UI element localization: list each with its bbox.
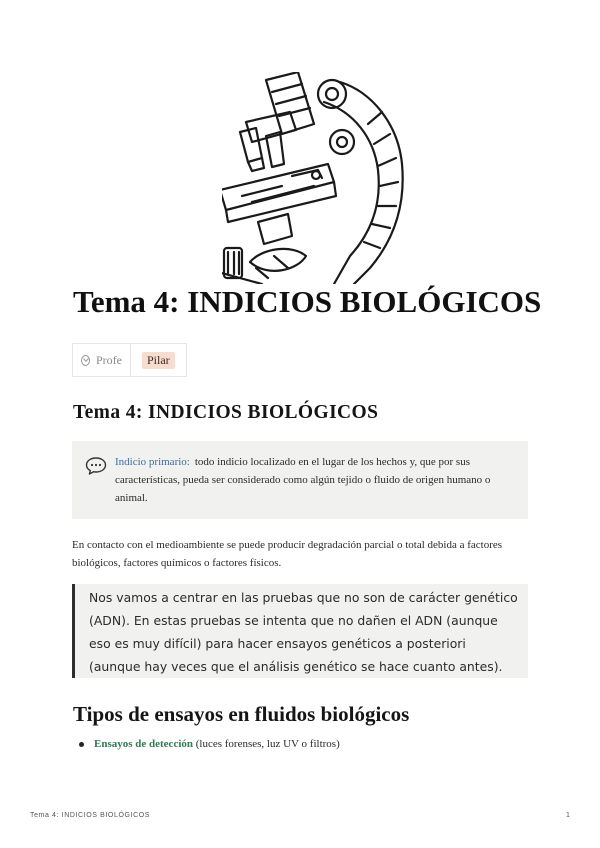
page-number: 1 xyxy=(566,812,570,819)
footer-title: Tema 4: INDICIOS BIOLÓGICOS xyxy=(30,812,151,819)
paragraph: En contacto con el medioambiente se puede producir degradación parcial o total debida a factores biológicos, factores químicos o factores físicos. xyxy=(72,539,503,569)
heading-2: Tipos de ensayos en fluidos biológicos xyxy=(73,702,410,726)
page-title: Tema 4: INDICIOS BIOLÓGICOS xyxy=(73,284,542,319)
list-item-text: (luces forenses, luz UV o filtros) xyxy=(195,738,340,750)
callout-definition: todo indicio localizado en el lugar de los hechos y, que por sus características, pueda ser considerado como algún tejido o fluido de origen humano o animal. xyxy=(115,456,491,504)
speech-bubble-icon xyxy=(85,456,107,476)
select-tag[interactable]: Pilar xyxy=(142,352,175,369)
bullet-icon xyxy=(79,742,84,747)
property-row xyxy=(72,343,187,377)
quote-text: Nos vamos a centrar en las pruebas que no son de carácter genético (ADN). En estas pruebas se intenta que no dañen el ADN (aunque eso es muy difícil) para hacer ensayos genéticos a posteriori (aunque hay veces que el análisis genético se hace cuanto antes). xyxy=(89,590,518,674)
property-key xyxy=(73,344,131,376)
heading-1: Tema 4: INDICIOS BIOLÓGICOS xyxy=(73,402,379,423)
quote-bar xyxy=(72,584,75,678)
person-select-icon xyxy=(81,355,90,366)
callout-term: Indicio primario: xyxy=(115,456,190,468)
list-item xyxy=(78,735,340,753)
microscope-illustration xyxy=(222,72,410,284)
callout-text xyxy=(115,453,515,507)
property-key-label: Profe xyxy=(96,352,122,367)
quote-block xyxy=(72,584,528,678)
callout-block xyxy=(72,441,528,519)
cover-image xyxy=(222,72,410,284)
bulleted-list xyxy=(78,735,340,753)
list-item-bold: Ensayos de detección xyxy=(94,738,193,750)
property-value[interactable] xyxy=(131,344,186,376)
